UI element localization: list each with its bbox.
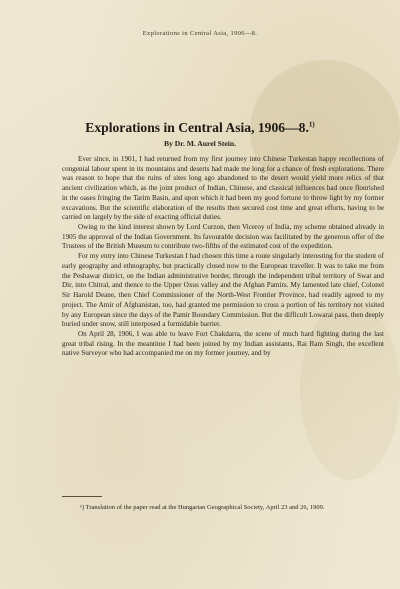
paragraph: Ever since, in 1901, I had returned from my first journey into Chinese Turkestan happy recollections of congenial labour spent in its mountains and deserts had made me long for a chance of fresh explorations. There was reason to hope that the ruins of sites long ago abandoned to the desert would yield more relics of that ancient civilization which, as the joint product of Indian, Chinese, and classical influences had once flourished in the oases fringing the Tarim Basin, and upon which it had been my good fortune to throw light by my former excavations. But the scientific elaboration of the results then secured cost time and great efforts, having to be carried on largely by the side of exacting official duties.	[62, 155, 384, 222]
article-body	[62, 155, 384, 359]
footnote-rule	[62, 496, 102, 497]
paragraph: Owing to the kind interest shown by Lord Curzon, then Viceroy of India, my scheme obtained already in 1905 the approval of the Indian Government. Its favourable decision was facilitated by the generous offer of the Trustees of the British Museum to contribute two-fifths of the estimated cost of the expedition.	[62, 223, 384, 251]
article-title-text: Explorations in Central Asia, 1906—8.	[85, 120, 309, 135]
paragraph: On April 28, 1906, I was able to leave Fort Chakdarra, the scene of much hard fighting during the last great tribal rising. In the meantime I had been joined by my Indian assistants, Rai Ram Singh, the excellent native Surveyor who had accompanied me on my former journey, and by	[62, 329, 384, 358]
author-line: By Dr. M. Aurel Stein.	[164, 139, 236, 148]
footnote: ¹) Translation of the paper read at the Hungarian Geographical Society, April 23 and 26, 1909.	[80, 504, 325, 511]
running-head: Explorations in Central Asia, 1906—8.	[142, 30, 258, 37]
title-footnote-mark: 1)	[308, 120, 315, 129]
paragraph: For my entry into Chinese Turkestan I had chosen this time a route singularly interesting for the student of early geography and ethnography, but practically closed now to the European traveller. It was to take me from the Peshawar district, on the Indian administrative border, through the independent tribal territory of Swat and Dir, into Chitral, and thence to the Upper Oxus valley and the Afghan Pamirs. My lamented late chief, Colonel Sir Harold Deane, then Chief Commissioner of the North-West Frontier Province, had readily agreed to my project. The Amir of Afghanistan, too, had granted me permission to cross a portion of his territory not visited by any European since the days of the Pamir Boundary Commission. But the difficult Lowarai pass, then deeply buried under snow, still interposed a formidable barrier.	[62, 252, 384, 329]
article-title	[0, 120, 400, 136]
